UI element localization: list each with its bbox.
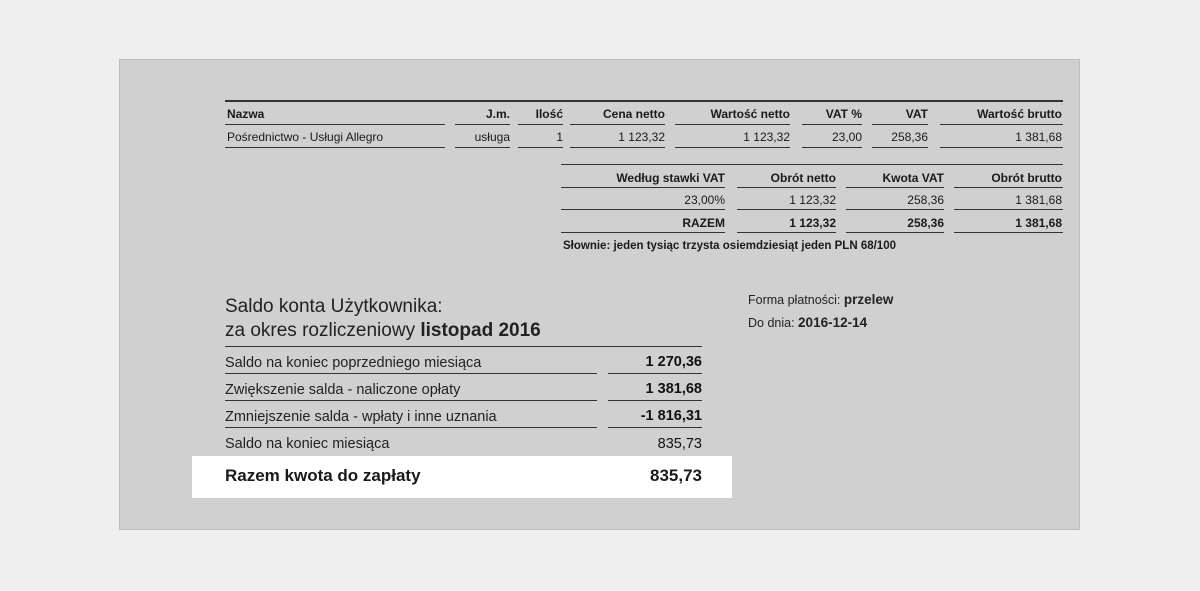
payment-due-date — [748, 315, 867, 330]
saldo-row-value: -1 816,31 — [640, 408, 702, 424]
saldo-row-value: 1 270,36 — [645, 354, 702, 370]
header-vat: VAT — [905, 107, 928, 121]
saldo-title: Saldo konta Użytkownika: — [225, 296, 443, 317]
header-wartosc-netto: Wartość netto — [710, 107, 790, 121]
vat-total-kwota-vat: 258,36 — [907, 216, 944, 230]
amount-in-words: Słownie: jeden tysiąc trzysta osiemdziesiąt jeden PLN 68/100 — [563, 240, 896, 252]
row-ilosc: 1 — [556, 130, 563, 144]
vat-header-obrot-brutto: Obrót brutto — [991, 171, 1062, 185]
row-vat-pct: 23,00 — [831, 130, 862, 144]
row-wartosc-brutto: 1 381,68 — [1015, 130, 1062, 144]
vat-total-label: RAZEM — [682, 216, 725, 230]
total-label: Razem kwota do zapłaty — [225, 466, 421, 485]
table-top-rule — [225, 100, 1063, 102]
header-ilosc: Ilość — [535, 107, 563, 121]
vat-header-kwota-vat: Kwota VAT — [882, 171, 944, 185]
header-vat-pct: VAT % — [825, 107, 862, 121]
row-wartosc-netto: 1 123,32 — [743, 130, 790, 144]
saldo-row-value: 1 381,68 — [645, 381, 702, 397]
row-vat: 258,36 — [891, 130, 928, 144]
payment-method — [748, 292, 893, 307]
vat-summary-table — [561, 164, 1063, 254]
saldo-divider — [225, 346, 702, 347]
row-jm: usługa — [474, 130, 510, 144]
saldo-period: listopad 2016 — [420, 320, 541, 341]
saldo-period-line — [225, 320, 541, 342]
invoice-document — [119, 59, 1080, 530]
vat-row-kwota-vat: 258,36 — [907, 193, 944, 207]
saldo-row-label: Saldo na koniec poprzedniego miesiąca — [225, 355, 482, 371]
vat-row-stawka: 23,00% — [684, 193, 725, 207]
total-highlight-box — [192, 456, 732, 498]
saldo-row-label: Zmniejszenie salda - wpłaty i inne uznania — [225, 409, 497, 425]
header-wartosc-brutto: Wartość brutto — [977, 107, 1062, 121]
vat-total-obrot-brutto: 1 381,68 — [1015, 216, 1062, 230]
saldo-row-label: Saldo na koniec miesiąca — [225, 436, 390, 452]
vat-row-obrot-brutto: 1 381,68 — [1015, 193, 1062, 207]
vat-row-obrot-netto: 1 123,32 — [789, 193, 836, 207]
header-jm: J.m. — [485, 107, 510, 121]
vat-total-obrot-netto: 1 123,32 — [789, 216, 836, 230]
row-nazwa: Pośrednictwo - Usługi Allegro — [227, 130, 384, 144]
row-cena-netto: 1 123,32 — [618, 130, 665, 144]
payment-method-label: Forma płatności: — [748, 293, 841, 307]
payment-method-value: przelew — [843, 292, 894, 307]
payment-due-label: Do dnia: — [748, 316, 795, 330]
saldo-row-value: 835,73 — [657, 436, 702, 452]
header-nazwa: Nazwa — [227, 107, 265, 121]
saldo-period-prefix: za okres rozliczeniowy — [225, 320, 416, 341]
header-cena-netto: Cena netto — [602, 107, 665, 121]
vat-header-obrot-netto: Obrót netto — [770, 171, 836, 185]
payment-due-value: 2016-12-14 — [798, 315, 868, 330]
total-amount: 835,73 — [650, 466, 702, 485]
vat-header-stawka: Według stawki VAT — [616, 171, 725, 185]
saldo-row-label: Zwiększenie salda - naliczone opłaty — [225, 382, 461, 398]
